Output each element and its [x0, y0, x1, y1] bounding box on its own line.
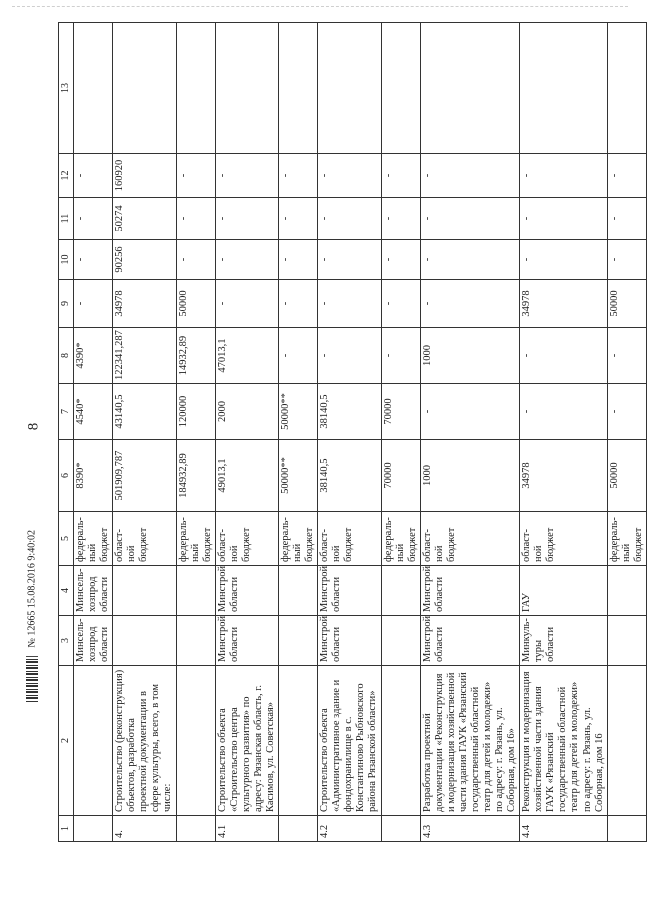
table-row	[520, 23, 607, 842]
table-cell	[279, 23, 318, 154]
column-header: 8	[59, 328, 74, 384]
table-cell: Минкуль-туры области	[520, 616, 607, 666]
table-cell	[607, 816, 646, 842]
table-cell: Строительство (реконструкция) объектов, разработка проектной документации в сфере культуры, всего, в том числе:	[113, 666, 176, 816]
table-cell	[215, 23, 278, 154]
table-cell	[607, 616, 646, 666]
table-cell	[279, 816, 318, 842]
column-header: 2	[59, 666, 74, 816]
table-cell: 4540*	[74, 384, 113, 440]
table-cell	[318, 23, 381, 154]
table-cell: 38140,5	[318, 440, 381, 512]
table-cell: -	[279, 240, 318, 280]
table-cell: -	[381, 280, 420, 328]
table-cell: 70000	[381, 440, 420, 512]
table-cell: -	[607, 198, 646, 240]
table-cell: 501909,787	[113, 440, 176, 512]
column-header: 6	[59, 440, 74, 512]
table-cell: 50000	[607, 280, 646, 328]
table-row	[74, 23, 113, 842]
table-cell: област-ной бюджет	[215, 512, 278, 566]
table-cell: област-ной бюджет	[113, 512, 176, 566]
table-row	[318, 23, 381, 842]
table-cell: -	[607, 328, 646, 384]
column-header: 9	[59, 280, 74, 328]
table-cell: федераль-ный бюджет	[74, 512, 113, 566]
table-cell: Минстрой области	[318, 616, 381, 666]
table-cell	[381, 566, 420, 616]
table-cell: Минстрой области	[318, 566, 381, 616]
table-cell: Строительство объекта «Строительство центра культурного развития» по адресу: Рязанская область, г. Касимов, ул. Советская»	[215, 666, 278, 816]
table-cell: Минстрой области	[420, 566, 520, 616]
table-cell	[113, 566, 176, 616]
table-cell	[74, 816, 113, 842]
table-cell: -	[607, 384, 646, 440]
table-cell: -	[318, 154, 381, 198]
column-header: 12	[59, 154, 74, 198]
table-cell	[607, 666, 646, 816]
table-cell: -	[74, 240, 113, 280]
table-cell	[381, 616, 420, 666]
table-cell	[176, 816, 215, 842]
table-cell: -	[318, 198, 381, 240]
table-cell: Реконструкция и модернизация хозяйственной части здания ГАУК «Рязанский государственный областной театр для детей и молодежи» по адресу: г. Рязань, ул. Соборная, дом 16	[520, 666, 607, 816]
table-cell: 1000	[420, 440, 520, 512]
table-cell: 47013,1	[215, 328, 278, 384]
column-header: 11	[59, 198, 74, 240]
table-cell: област-ной бюджет	[420, 512, 520, 566]
table-cell: федераль-ный бюджет	[176, 512, 215, 566]
table-cell: -	[381, 198, 420, 240]
table-row	[420, 23, 520, 842]
table-cell: -	[420, 198, 520, 240]
barcode-icon	[26, 656, 38, 702]
column-header: 7	[59, 384, 74, 440]
table-cell: 4.1	[215, 816, 278, 842]
table-cell	[176, 666, 215, 816]
table-cell: 4.3	[420, 816, 520, 842]
table-cell: -	[176, 154, 215, 198]
table-cell: -	[215, 280, 278, 328]
table-cell	[74, 666, 113, 816]
table-row	[607, 23, 646, 842]
table-cell: -	[318, 240, 381, 280]
table-cell: -	[318, 328, 381, 384]
table-cell: -	[520, 384, 607, 440]
column-header: 5	[59, 512, 74, 566]
table-cell: 4.	[113, 816, 176, 842]
table-cell: -	[176, 198, 215, 240]
table-row	[279, 23, 318, 842]
table-cell	[420, 23, 520, 154]
table-cell: -	[420, 384, 520, 440]
table-cell: -	[279, 328, 318, 384]
table-cell: 90256	[113, 240, 176, 280]
document-stamp: № 12665 15.08.2016 9:40:02	[26, 530, 38, 648]
table-cell	[176, 566, 215, 616]
table-cell: 8390*	[74, 440, 113, 512]
table-row	[215, 23, 278, 842]
rotated-sheet	[58, 22, 644, 842]
table-cell: федераль-ный бюджет	[279, 512, 318, 566]
table-cell: -	[215, 240, 278, 280]
table-cell	[381, 23, 420, 154]
budget-table	[58, 22, 647, 842]
table-cell	[607, 23, 646, 154]
table-cell: Минстрой области	[215, 566, 278, 616]
table-cell	[176, 23, 215, 154]
table-cell	[113, 616, 176, 666]
table-row	[381, 23, 420, 842]
table-cell: -	[74, 198, 113, 240]
table-cell: -	[74, 154, 113, 198]
table-cell: 160920	[113, 154, 176, 198]
table-cell: 34978	[113, 280, 176, 328]
table-cell: -	[176, 240, 215, 280]
header-row	[59, 23, 74, 842]
table-cell: 4390*	[74, 328, 113, 384]
table-cell	[176, 616, 215, 666]
table-cell: Минстрой области	[215, 616, 278, 666]
table-cell: 50000	[176, 280, 215, 328]
table-cell	[113, 23, 176, 154]
table-cell	[381, 816, 420, 842]
table-cell: 34978	[520, 280, 607, 328]
table-cell: 14932,89	[176, 328, 215, 384]
table-cell: 43140,5	[113, 384, 176, 440]
table-cell: 1000	[420, 328, 520, 384]
table-cell: 34978	[520, 440, 607, 512]
table-cell: -	[607, 240, 646, 280]
table-cell: -	[381, 154, 420, 198]
table-cell: -	[520, 328, 607, 384]
table-cell: Строительство объекта «Административное здание и фондохранилище в с. Константиново Рыбновского района Рязанской области»	[318, 666, 381, 816]
column-header: 4	[59, 566, 74, 616]
column-header: 1	[59, 816, 74, 842]
table-cell: 70000	[381, 384, 420, 440]
table-cell: -	[279, 198, 318, 240]
table-cell: 38140,5	[318, 384, 381, 440]
table-cell: -	[607, 154, 646, 198]
table-cell: -	[520, 240, 607, 280]
table-cell: Разработка проектной документации «Реконструкция и модернизация хозяйственной части здания ГАУК «Рязанский государственный областной театр для детей и молодежи» по адресу: г. Рязань, ул. Соборная, дом 16»	[420, 666, 520, 816]
table-cell: -	[279, 154, 318, 198]
table-cell: област-ной бюджет	[318, 512, 381, 566]
table-row	[176, 23, 215, 842]
table-cell: -	[215, 154, 278, 198]
table-cell: област-ной бюджет	[520, 512, 607, 566]
table-cell: -	[74, 280, 113, 328]
table-cell: 50000	[607, 440, 646, 512]
table-cell: -	[420, 240, 520, 280]
table-cell: Минсель-хозпрод области	[74, 566, 113, 616]
table-cell: 2000	[215, 384, 278, 440]
table-cell	[520, 23, 607, 154]
table-cell: 120000	[176, 384, 215, 440]
table-cell: -	[381, 328, 420, 384]
table-cell: 50000**	[279, 384, 318, 440]
table-cell: -	[520, 198, 607, 240]
column-header: 3	[59, 616, 74, 666]
table-cell: 50000**	[279, 440, 318, 512]
table-cell: -	[215, 198, 278, 240]
table-cell: -	[318, 280, 381, 328]
table-cell: -	[420, 280, 520, 328]
table-cell: 50274	[113, 198, 176, 240]
table-cell: Минстрой области	[420, 616, 520, 666]
table-row	[113, 23, 176, 842]
table-cell: федераль-ный бюджет	[607, 512, 646, 566]
table-cell: ГАУ	[520, 566, 607, 616]
table-cell: 49013,1	[215, 440, 278, 512]
table-cell: -	[520, 154, 607, 198]
table-cell: 184932,89	[176, 440, 215, 512]
table-cell: 4.2	[318, 816, 381, 842]
table-cell	[279, 566, 318, 616]
table-cell: -	[381, 240, 420, 280]
table-cell	[279, 666, 318, 816]
table-cell: -	[279, 280, 318, 328]
table-cell: -	[420, 154, 520, 198]
table-cell: 4.4	[520, 816, 607, 842]
table-cell: федераль-ный бюджет	[381, 512, 420, 566]
table-cell	[74, 23, 113, 154]
table-cell: 122341,287	[113, 328, 176, 384]
table-cell	[607, 566, 646, 616]
column-header: 10	[59, 240, 74, 280]
table-cell	[279, 616, 318, 666]
top-dashed-line	[12, 6, 628, 7]
page-number: 8	[25, 422, 42, 431]
column-header: 13	[59, 23, 74, 154]
table-cell: Минсель-хозпрод области	[74, 616, 113, 666]
table-cell	[381, 666, 420, 816]
